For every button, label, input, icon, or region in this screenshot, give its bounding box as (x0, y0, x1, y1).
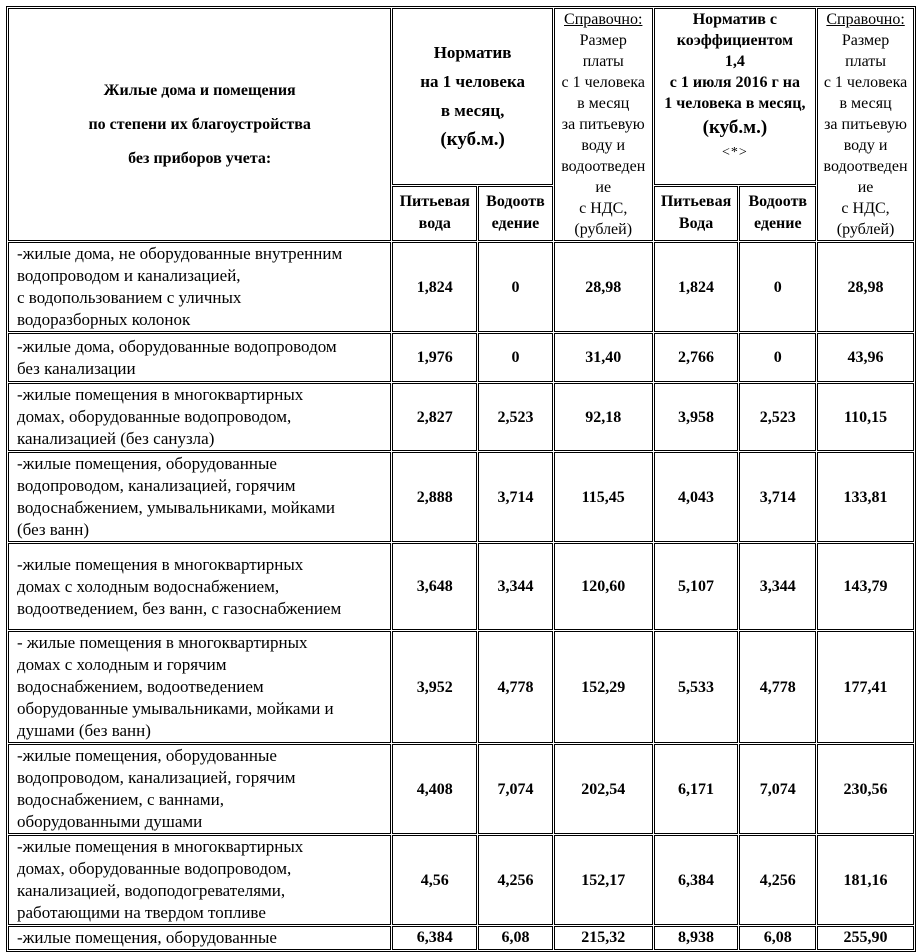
header-drinking-water-coefficient: Питьевая Вода (654, 186, 739, 241)
housing-description: -жилые дома, не оборудованные внутренним водопроводом и канализацией, с водопользованием с уличных водоразборных колонок (8, 242, 391, 332)
payment-reference-cell: 202,54 (554, 744, 653, 834)
drainage-norm-cell: 7,074 (478, 744, 553, 834)
table-row (8, 631, 914, 743)
water-norms-table (6, 6, 916, 952)
header-norm-per-person: Норматив на 1 человека в месяц, (куб.м.) (392, 8, 552, 185)
payment-reference-cell: 28,98 (554, 242, 653, 332)
drainage-norm-cell: 4,778 (478, 631, 553, 743)
header-drainage-coefficient: Водоотв едение (739, 186, 816, 241)
payment-reference-coefficient-cell: 43,96 (817, 333, 914, 382)
drainage-norm-cell: 2,523 (478, 383, 553, 451)
housing-description: - жилые помещения в многоквартирных домах с холодным и горячим водоснабжением, водоотведением оборудованные умывальниками, мойками и душами (без ванн) (8, 631, 391, 743)
payment-reference-coefficient-cell: 255,90 (817, 926, 914, 950)
housing-description: -жилые помещения, оборудованные (8, 926, 391, 950)
payment-reference-coefficient-cell: 133,81 (817, 452, 914, 542)
drainage-norm-coefficient-cell: 4,778 (739, 631, 816, 743)
drinking-water-norm-coefficient-cell: 6,384 (654, 835, 739, 925)
drainage-norm-cell: 4,256 (478, 835, 553, 925)
drinking-water-norm-coefficient-cell: 2,766 (654, 333, 739, 382)
drinking-water-norm-cell: 3,648 (392, 543, 477, 630)
header-reference-payment: Справочно: Размер платы с 1 человека в месяц за питьевую воду и водоотведен ие с НДС, (рублей) (554, 8, 653, 241)
drainage-norm-cell: 3,344 (478, 543, 553, 630)
drinking-water-norm-cell: 6,384 (392, 926, 477, 950)
table-row (8, 333, 914, 382)
table-row (8, 242, 914, 332)
header-drinking-water: Питьевая вода (392, 186, 477, 241)
header-drainage: Водоотв едение (478, 186, 553, 241)
table-row (8, 452, 914, 542)
drainage-norm-coefficient-cell: 3,714 (739, 452, 816, 542)
drainage-norm-cell: 6,08 (478, 926, 553, 950)
housing-description: -жилые помещения, оборудованные водопроводом, канализацией, горячим водоснабжением, умывальниками, мойками (без ванн) (8, 452, 391, 542)
drinking-water-norm-coefficient-cell: 5,533 (654, 631, 739, 743)
header-reference-payment-coefficient: Справочно: Размер платы с 1 человека в месяц за питьевую воду и водоотведен ие с НДС, (рублей) (817, 8, 914, 241)
drainage-norm-coefficient-cell: 6,08 (739, 926, 816, 950)
payment-reference-cell: 152,29 (554, 631, 653, 743)
housing-description: -жилые помещения в многоквартирных домах, оборудованные водопроводом, канализацией, водоподогревателями, работающими на твердом топливе (8, 835, 391, 925)
drinking-water-norm-cell: 4,408 (392, 744, 477, 834)
payment-reference-coefficient-cell: 230,56 (817, 744, 914, 834)
drinking-water-norm-coefficient-cell: 3,958 (654, 383, 739, 451)
drainage-norm-cell: 3,714 (478, 452, 553, 542)
payment-reference-cell: 215,32 (554, 926, 653, 950)
housing-description: -жилые помещения, оборудованные водопроводом, канализацией, горячим водоснабжением, с ваннами, оборудованными душами (8, 744, 391, 834)
payment-reference-cell: 31,40 (554, 333, 653, 382)
payment-reference-coefficient-cell: 181,16 (817, 835, 914, 925)
drainage-norm-coefficient-cell: 0 (739, 242, 816, 332)
drinking-water-norm-cell: 4,56 (392, 835, 477, 925)
housing-description: -жилые помещения в многоквартирных домах с холодным водоснабжением, водоотведением, без ванн, с газоснабжением (8, 543, 391, 630)
drinking-water-norm-cell: 2,827 (392, 383, 477, 451)
drinking-water-norm-cell: 3,952 (392, 631, 477, 743)
drinking-water-norm-cell: 1,824 (392, 242, 477, 332)
drainage-norm-coefficient-cell: 7,074 (739, 744, 816, 834)
drinking-water-norm-coefficient-cell: 4,043 (654, 452, 739, 542)
drainage-norm-coefficient-cell: 0 (739, 333, 816, 382)
table-row (8, 744, 914, 834)
drinking-water-norm-coefficient-cell: 5,107 (654, 543, 739, 630)
housing-description: -жилые дома, оборудованные водопроводом без канализации (8, 333, 391, 382)
payment-reference-cell: 92,18 (554, 383, 653, 451)
header-housing-type: Жилые дома и помещения по степени их благоустройства без приборов учета: (8, 8, 391, 241)
payment-reference-cell: 152,17 (554, 835, 653, 925)
drinking-water-norm-cell: 1,976 (392, 333, 477, 382)
drainage-norm-cell: 0 (478, 333, 553, 382)
drainage-norm-coefficient-cell: 2,523 (739, 383, 816, 451)
payment-reference-coefficient-cell: 143,79 (817, 543, 914, 630)
payment-reference-cell: 115,45 (554, 452, 653, 542)
payment-reference-cell: 120,60 (554, 543, 653, 630)
drainage-norm-cell: 0 (478, 242, 553, 332)
table-row (8, 926, 914, 950)
drainage-norm-coefficient-cell: 3,344 (739, 543, 816, 630)
table-row (8, 543, 914, 630)
footnote-mark: <*> (721, 145, 748, 160)
table-row (8, 835, 914, 925)
drinking-water-norm-coefficient-cell: 1,824 (654, 242, 739, 332)
payment-reference-coefficient-cell: 110,15 (817, 383, 914, 451)
payment-reference-coefficient-cell: 28,98 (817, 242, 914, 332)
housing-description: -жилые помещения в многоквартирных домах, оборудованные водопроводом, канализацией (без санузла) (8, 383, 391, 451)
table-row (8, 383, 914, 451)
drinking-water-norm-coefficient-cell: 6,171 (654, 744, 739, 834)
drinking-water-norm-coefficient-cell: 8,938 (654, 926, 739, 950)
drinking-water-norm-cell: 2,888 (392, 452, 477, 542)
drainage-norm-coefficient-cell: 4,256 (739, 835, 816, 925)
payment-reference-coefficient-cell: 177,41 (817, 631, 914, 743)
header-norm-with-coefficient: Норматив с коэффициентом 1,4 с 1 июля 2016 г на 1 человека в месяц, (куб.м.) <*> (654, 8, 816, 185)
